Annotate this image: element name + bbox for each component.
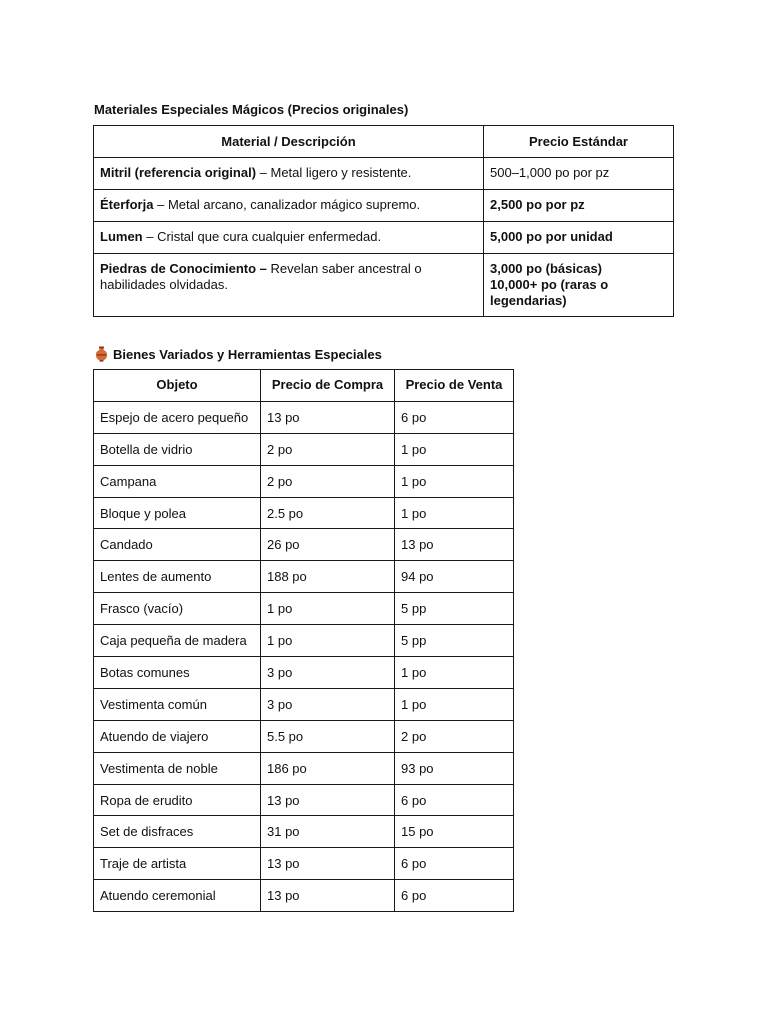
sell-price-cell: 13 po [395, 529, 514, 561]
buy-price-cell: 13 po [261, 848, 395, 880]
object-cell: Ropa de erudito [94, 784, 261, 816]
buy-price-cell: 31 po [261, 816, 395, 848]
price-cell [484, 158, 674, 190]
sell-price-cell: 5 pp [395, 593, 514, 625]
buy-price-cell: 2 po [261, 465, 395, 497]
material-name: Piedras de Conocimiento [100, 261, 257, 276]
buy-price-cell: 2.5 po [261, 497, 395, 529]
table-row [94, 254, 674, 317]
object-cell: Espejo de acero pequeño [94, 401, 261, 433]
sell-price-cell: 1 po [395, 465, 514, 497]
sell-price-cell: 6 po [395, 401, 514, 433]
object-cell: Vestimenta de noble [94, 752, 261, 784]
table-row [94, 529, 514, 561]
table-row [94, 657, 514, 689]
object-cell: Frasco (vacío) [94, 593, 261, 625]
price-text: 5,000 po por unidad [490, 229, 613, 244]
goods-title-heading [94, 346, 382, 362]
buy-price-cell: 1 po [261, 625, 395, 657]
table-row [94, 497, 514, 529]
table-row [94, 688, 514, 720]
price-text: 2,500 po por pz [490, 197, 585, 212]
price-text: 10,000+ po (raras o legendarias) [490, 277, 609, 308]
material-cell [94, 158, 484, 190]
sell-price-cell: 5 pp [395, 625, 514, 657]
object-cell: Vestimenta común [94, 688, 261, 720]
material-description: – Metal ligero y resistente. [256, 165, 412, 180]
sell-price-cell: 1 po [395, 657, 514, 689]
buy-price-cell: 13 po [261, 784, 395, 816]
buy-price-cell: 3 po [261, 688, 395, 720]
column-header-material: Material / Descripción [94, 126, 484, 158]
object-cell: Set de disfraces [94, 816, 261, 848]
material-cell [94, 254, 484, 317]
material-name: Lumen [100, 229, 143, 244]
object-cell: Caja pequeña de madera [94, 625, 261, 657]
object-cell: Traje de artista [94, 848, 261, 880]
column-header-object: Objeto [94, 370, 261, 402]
price-text: 3,000 po (básicas) [490, 261, 602, 276]
table-row [94, 720, 514, 752]
buy-price-cell: 2 po [261, 433, 395, 465]
material-description: Cristal que cura cualquier enfermedad. [157, 229, 382, 244]
buy-price-cell: 13 po [261, 880, 395, 912]
table-row [94, 816, 514, 848]
column-header-price: Precio Estándar [484, 126, 674, 158]
table-row [94, 190, 674, 222]
material-cell [94, 190, 484, 222]
sell-price-cell: 94 po [395, 561, 514, 593]
object-cell: Botas comunes [94, 657, 261, 689]
table-row [94, 752, 514, 784]
material-separator: – [142, 229, 158, 244]
material-separator: – [153, 197, 168, 212]
sell-price-cell: 6 po [395, 880, 514, 912]
object-cell: Candado [94, 529, 261, 561]
object-cell: Lentes de aumento [94, 561, 261, 593]
table-row [94, 848, 514, 880]
sell-price-cell: 1 po [395, 688, 514, 720]
materials-title: Materiales Especiales Mágicos (Precios originales) [94, 102, 409, 117]
table-header-row [94, 370, 514, 402]
buy-price-cell: 26 po [261, 529, 395, 561]
material-description: Metal arcano, canalizador mágico supremo. [167, 197, 421, 212]
object-cell: Atuendo de viajero [94, 720, 261, 752]
sell-price-cell: 15 po [395, 816, 514, 848]
price-text: 500–1,000 po por pz [490, 165, 610, 180]
material-cell [94, 222, 484, 254]
material-name: Éterforja [100, 197, 154, 212]
price-cell [484, 222, 674, 254]
table-row [94, 465, 514, 497]
buy-price-cell: 186 po [261, 752, 395, 784]
object-cell: Botella de vidrio [94, 433, 261, 465]
table-row [94, 401, 514, 433]
sell-price-cell: 6 po [395, 784, 514, 816]
price-cell [484, 254, 674, 317]
table-row [94, 784, 514, 816]
buy-price-cell: 5.5 po [261, 720, 395, 752]
sell-price-cell: 1 po [395, 433, 514, 465]
table-row [94, 433, 514, 465]
buy-price-cell: 3 po [261, 657, 395, 689]
price-cell [484, 190, 674, 222]
object-cell: Bloque y polea [94, 497, 261, 529]
sell-price-cell: 1 po [395, 497, 514, 529]
material-description: Revelan saber ancestral o habilidades olvidadas. [100, 261, 422, 292]
buy-price-cell: 1 po [261, 593, 395, 625]
table-row [94, 222, 674, 254]
sell-price-cell: 93 po [395, 752, 514, 784]
table-row [94, 625, 514, 657]
table-header-row [94, 126, 674, 158]
goods-title: Bienes Variados y Herramientas Especiales [113, 346, 382, 362]
sell-price-cell: 2 po [395, 720, 514, 752]
column-header-sell-price: Precio de Venta [395, 370, 514, 402]
object-cell: Campana [94, 465, 261, 497]
table-row [94, 158, 674, 190]
sell-price-cell: 6 po [395, 848, 514, 880]
goods-table [93, 369, 514, 912]
column-header-buy-price: Precio de Compra [261, 370, 395, 402]
buy-price-cell: 13 po [261, 401, 395, 433]
buy-price-cell: 188 po [261, 561, 395, 593]
object-cell: Atuendo ceremonial [94, 880, 261, 912]
materials-table [93, 125, 674, 317]
material-name: Mitril (referencia original) [100, 165, 257, 180]
table-row [94, 880, 514, 912]
material-separator: – [256, 261, 271, 276]
amphora-icon [94, 346, 109, 362]
goods-table-body [94, 370, 514, 912]
table-row [94, 593, 514, 625]
table-row [94, 561, 514, 593]
